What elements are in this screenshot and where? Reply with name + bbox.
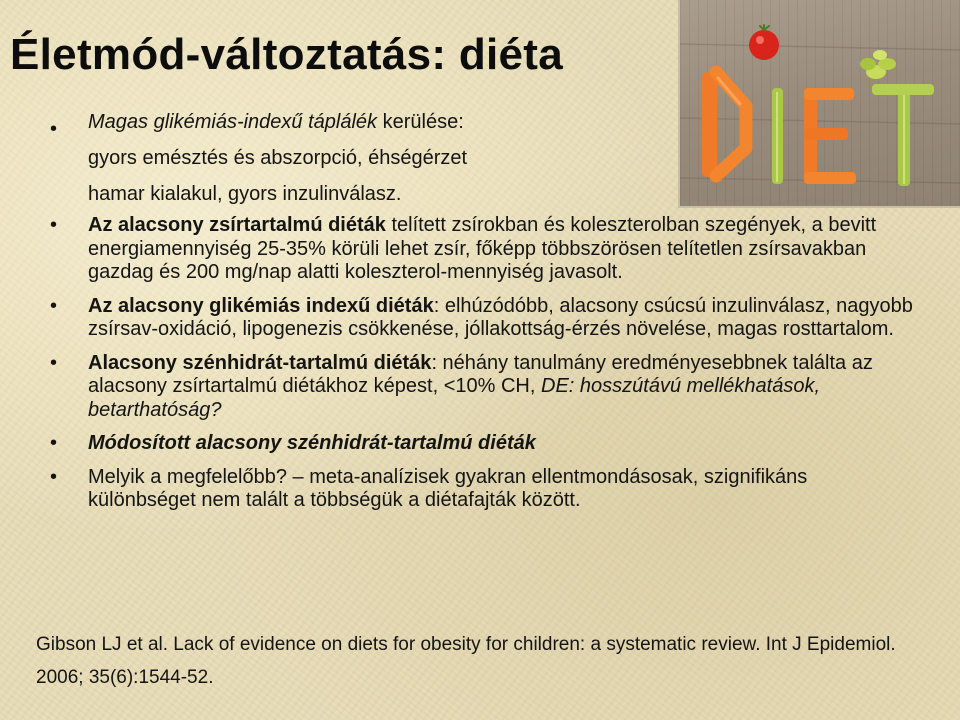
- bullet-lead: Alacsony szénhidrát-tartalmú diéták: [88, 351, 432, 374]
- bullet-text: : elhúzódóbb, alacsony csúcsú inzulinválasz, nagyobb zsírsav-oxidáció, lipogenezis csökkenése, jóllakottság-érzés növelése, magas rosttartalom.: [88, 294, 913, 340]
- bullet-list: [50, 104, 920, 523]
- bullet-high-gi: [50, 104, 920, 212]
- reference-citation: Gibson LJ et al. Lack of evidence on diets for obesity for children: a systematic review. Int J Epidemiol. 2006; 35(6):1544-52.: [36, 634, 896, 688]
- slide-title: Életmód-változtatás: diéta: [10, 30, 564, 79]
- bullet-lead: Magas glikémiás-indexű táplálék: [88, 111, 378, 133]
- bullet-text-line2: gyors emésztés és abszorpció, éhségérzet: [88, 147, 468, 169]
- bullet-text-line3: hamar kialakul, gyors inzulinválasz.: [88, 183, 402, 205]
- bullet-text: Melyik a megfelelőbb? – meta-analízisek gyakran ellentmondásosak, szignifikáns különbséget nem talált a többségük a diétafajták között.: [88, 465, 808, 511]
- bullet-low-fat: [50, 214, 920, 285]
- bullet-which-better: [50, 466, 920, 513]
- bullet-low-gi: [50, 295, 920, 342]
- bullet-tail: DE: hosszútávú mellékhatások, betarthatóság?: [88, 375, 821, 421]
- bullet-text: kerülése:: [377, 111, 464, 133]
- bullet-text: telített zsírokban és koleszterolban szegények, a bevitt energiamennyiség 25-35% körüli lehet zsír, főképp többszörösen telítetlen zsírsavakban gazdag és 200 mg/nap alatti koleszterol-mennyiség javasolt.: [88, 214, 877, 283]
- bullet-lead: Az alacsony zsírtartalmú diéták: [88, 214, 386, 236]
- bullet-text: Módosított alacsony szénhidrát-tartalmú diéták: [88, 432, 536, 454]
- bullet-text: : néhány tanulmány eredményesebbnek találta az alacsony zsírtartalmú diétákhoz képest, <10% CH,: [88, 351, 873, 397]
- bullet-low-carb: [50, 352, 920, 423]
- bullet-modified-low-carb: [50, 432, 920, 456]
- bullet-lead: Az alacsony glikémiás indexű diéták: [88, 294, 434, 317]
